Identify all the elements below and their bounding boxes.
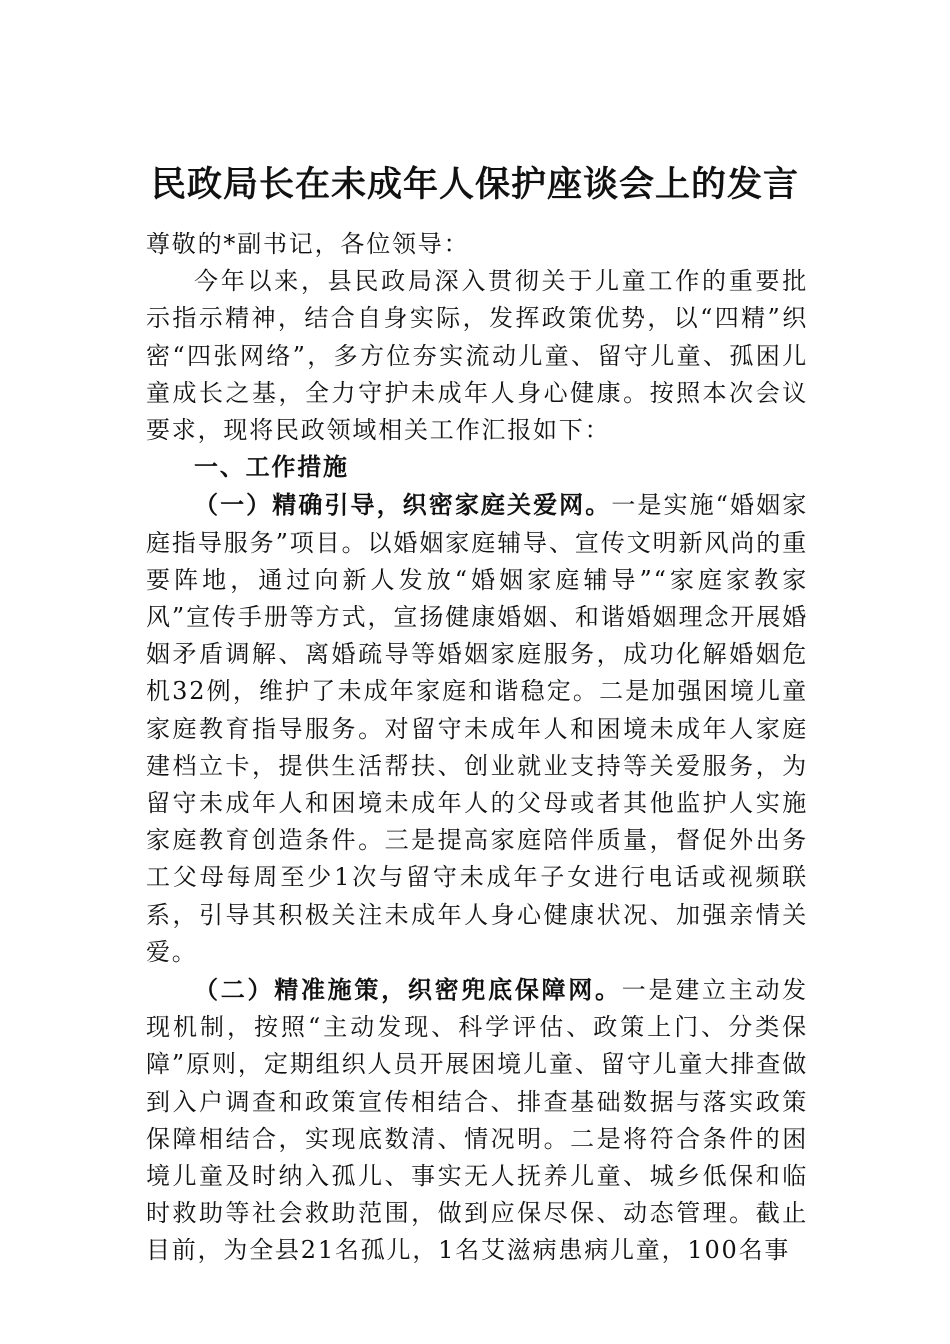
item-2-body: 一是建立主动发现机制，按照“主动发现、科学评估、政策上门、分类保障”原则，定期组织人员开展困境儿童、留守儿童大排查做到入户调查和政策宣传相结合、排查基础数据与落实政策保障相结合，实现底数清、情况明。二是将符合条件的困境儿童及时纳入孤儿、事实无人抚养儿童、城乡低保和临时救助等社会救助范围，做到应保尽保、动态管理。截止目前，为全县21名孤儿，1名艾滋病患病儿童，100名事 [146,976,808,1265]
paragraph-item-2 [146,971,808,1270]
section-heading-work-measures: 一、工作措施 [194,453,349,482]
document-title: 民政局长在未成年人保护座谈会上的发言 [150,164,799,205]
item-1-lead: （一）精确引导，织密家庭关爱网。 [194,490,612,520]
item-1-body: 一是实施“婚姻家庭指导服务”项目。以婚姻家庭辅导、宣传文明新风尚的重要阵地，通过向新人发放“婚姻家庭辅导”“家庭家教家风”宣传手册等方式，宣扬健康婚姻、和谐婚姻理念开展婚姻矛盾调解、离婚疏导等婚姻家庭服务，成功化解婚姻危机32例，维护了未成年家庭和谐稳定。二是加强困境儿童家庭教育指导服务。对留守未成年人和困境未成年人家庭建档立卡，提供生活帮扶、创业就业支持等关爱服务，为留守未成年人和困境未成年人的父母或者其他监护人实施家庭教育创造条件。三是提高家庭陪伴质量，督促外出务工父母每周至少1次与留守未成年子女进行电话或视频联系，引导其积极关注未成年人身心健康状况、加强亲情关爱。 [146,491,808,966]
document-body [146,226,808,1270]
paragraph-item-1 [146,486,808,971]
intro-paragraph: 今年以来，县民政局深入贯彻关于儿童工作的重要批示指示精神，结合自身实际，发挥政策优势，以“四精”织密“四张网络”，多方位夯实流动儿童、留守儿童、孤困儿童成长之基，全力守护未成年人身心健康。按照本次会议要求，现将民政领域相关工作汇报如下： [146,267,808,445]
item-2-lead: （二）精准施策，织密兜底保障网。 [194,975,622,1005]
salutation: 尊敬的*副书记，各位领导： [146,230,470,258]
